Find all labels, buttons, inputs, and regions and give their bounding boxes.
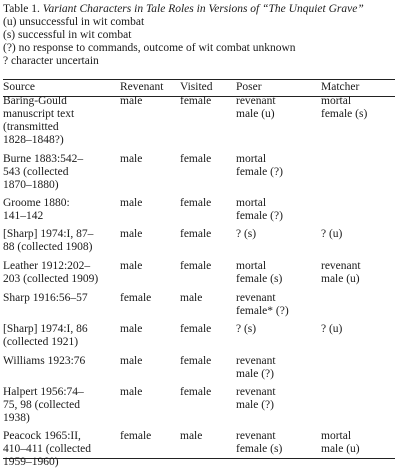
cell-visited: female — [180, 228, 212, 240]
cell-revenant: female — [120, 430, 152, 442]
header-matcher: Matcher — [321, 81, 360, 93]
cell-visited: female — [180, 153, 212, 165]
header-visited: Visited — [180, 81, 213, 93]
cell-revenant: male — [120, 95, 143, 107]
cell-poser: revenant female* (?) — [236, 292, 289, 317]
legend-no-response: (?) no response to commands, outcome of wit combat unknown — [3, 42, 296, 54]
cell-matcher — [321, 355, 395, 386]
table-label: Table 1. — [3, 3, 40, 15]
table-caption — [3, 3, 397, 68]
legend-unsuccessful: (u) unsuccessful in wit combat — [3, 16, 145, 28]
cell-revenant: male — [120, 355, 143, 367]
table-row — [3, 153, 395, 197]
cell-poser: mortal female (?) — [236, 153, 283, 178]
cell-visited: female — [180, 386, 212, 398]
table-row — [3, 228, 395, 260]
cell-revenant: female — [120, 292, 152, 304]
variant-characters-table — [3, 81, 395, 476]
cell-revenant: male — [120, 386, 143, 398]
cell-visited: female — [180, 95, 212, 107]
legend-uncertain: ? character uncertain — [3, 55, 99, 67]
cell-poser: mortal female (s) — [236, 260, 283, 285]
table-row — [3, 95, 395, 153]
table-row — [3, 355, 395, 386]
cell-source: Leather 1912:202– 203 (collected 1909) — [3, 260, 99, 285]
header-revenant: Revenant — [120, 81, 164, 93]
cell-visited: female — [180, 323, 212, 335]
cell-matcher — [321, 386, 395, 430]
cell-visited: male — [180, 292, 203, 304]
cell-matcher: mortal male (u) — [321, 430, 360, 455]
cell-source: Halpert 1956:74– 75, 98 (collected 1938) — [3, 386, 84, 424]
cell-revenant: male — [120, 153, 143, 165]
cell-visited: female — [180, 355, 212, 367]
cell-visited: female — [180, 197, 212, 209]
cell-matcher: mortal female (s) — [321, 95, 368, 120]
cell-source: Williams 1923:76 — [3, 355, 86, 367]
cell-source: Baring-Gould manuscript text (transmitted 1828–1848?) — [3, 95, 75, 146]
cell-source: Peacock 1965:II, 410–411 (collected 1959–1960) — [3, 430, 92, 468]
cell-matcher — [321, 197, 395, 228]
cell-revenant: male — [120, 228, 143, 240]
cell-source: Burne 1883:542– 543 (collected 1870–1880) — [3, 153, 84, 191]
table-header-row — [3, 81, 395, 95]
cell-poser: ? (s) — [236, 228, 257, 240]
cell-revenant: male — [120, 323, 143, 335]
table-title: Variant Characters in Tale Roles in Versions of “The Unquiet Grave” — [42, 3, 364, 15]
cell-visited: male — [180, 430, 203, 442]
table-body — [3, 95, 395, 476]
cell-matcher — [321, 153, 395, 197]
cell-poser: revenant female (s) — [236, 430, 283, 455]
header-source: Source — [3, 81, 35, 93]
table-row — [3, 292, 395, 323]
cell-revenant: male — [120, 260, 143, 272]
cell-matcher: ? (u) — [321, 323, 343, 335]
table-top-rule — [3, 79, 395, 80]
caption-title-line — [3, 3, 397, 16]
cell-poser: mortal female (?) — [236, 197, 283, 222]
table-row — [3, 260, 395, 292]
cell-visited: female — [180, 260, 212, 272]
table-row — [3, 386, 395, 430]
legend-successful: (s) successful in wit combat — [3, 29, 132, 41]
table-row — [3, 323, 395, 355]
cell-source: Sharp 1916:56–57 — [3, 292, 88, 304]
cell-poser: revenant male (u) — [236, 95, 276, 120]
cell-poser: revenant male (?) — [236, 386, 276, 411]
cell-matcher: ? (u) — [321, 228, 343, 240]
cell-poser: ? (s) — [236, 323, 257, 335]
cell-source: [Sharp] 1974:I, 86 (collected 1921) — [3, 323, 88, 348]
cell-source: Groome 1880: 141–142 — [3, 197, 70, 222]
table-row — [3, 430, 395, 476]
cell-source: [Sharp] 1974:I, 87– 88 (collected 1908) — [3, 228, 94, 253]
table-row — [3, 197, 395, 228]
cell-revenant: male — [120, 197, 143, 209]
cell-poser: revenant male (?) — [236, 355, 276, 380]
cell-matcher: revenant male (u) — [321, 260, 361, 285]
cell-matcher — [321, 292, 395, 323]
header-poser: Poser — [236, 81, 262, 93]
